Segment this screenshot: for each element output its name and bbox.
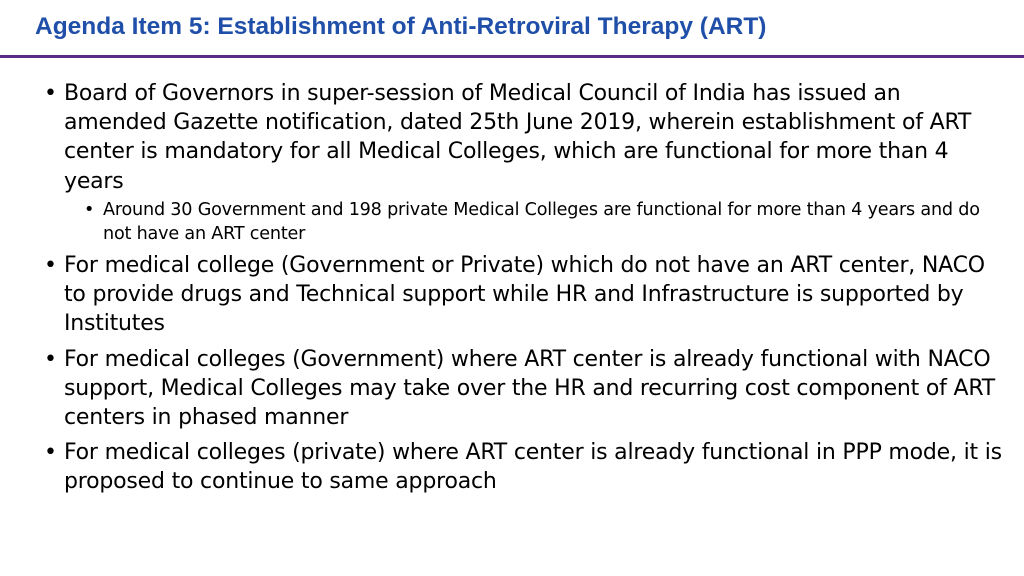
bullet-item-1 xyxy=(44,79,1004,247)
bullet-item-3 xyxy=(44,345,1004,433)
slide-body xyxy=(44,79,1004,503)
bullet-text: Board of Governors in super-session of Medical Council of India has issued an amended Gazette notification, dated 25th June 2019, wherein establishment of ART center is mandatory for all Medical Colleges, which are functional for more than 4 years xyxy=(64,81,972,194)
bullet-icon: • xyxy=(44,346,57,372)
sub-bullet-icon: • xyxy=(84,199,95,220)
title-divider xyxy=(0,55,1024,58)
bullet-icon: • xyxy=(44,253,57,278)
bullet-text: For medical college (Government or Private) which do not have an ART center, NACO to provide drugs and Technical support while HR and Infrastructure is supported by Institutes xyxy=(64,253,985,337)
sub-bullet-item-1 xyxy=(64,198,1004,247)
bullet-item-2 xyxy=(44,251,1004,339)
bullet-text: For medical colleges (private) where ART center is already functional in PPP mode, it is proposed to continue to same approach xyxy=(64,440,1002,495)
slide-title: Agenda Item 5: Establishment of Anti-Retroviral Therapy (ART) xyxy=(35,13,767,40)
bullet-icon: • xyxy=(44,81,57,106)
sub-bullet-list xyxy=(64,198,1004,247)
bullet-icon: • xyxy=(44,440,57,466)
bullet-text: For medical colleges (Government) where ART center is already functional with NACO support, Medical Colleges may take over the HR and recurring cost component of ART centers in phased manner xyxy=(64,346,996,431)
bullet-item-4 xyxy=(44,438,1004,496)
sub-bullet-text: Around 30 Government and 198 private Medical Colleges are functional for more than 4 years and do not have an ART center xyxy=(103,199,980,245)
bullet-list xyxy=(44,79,1004,497)
